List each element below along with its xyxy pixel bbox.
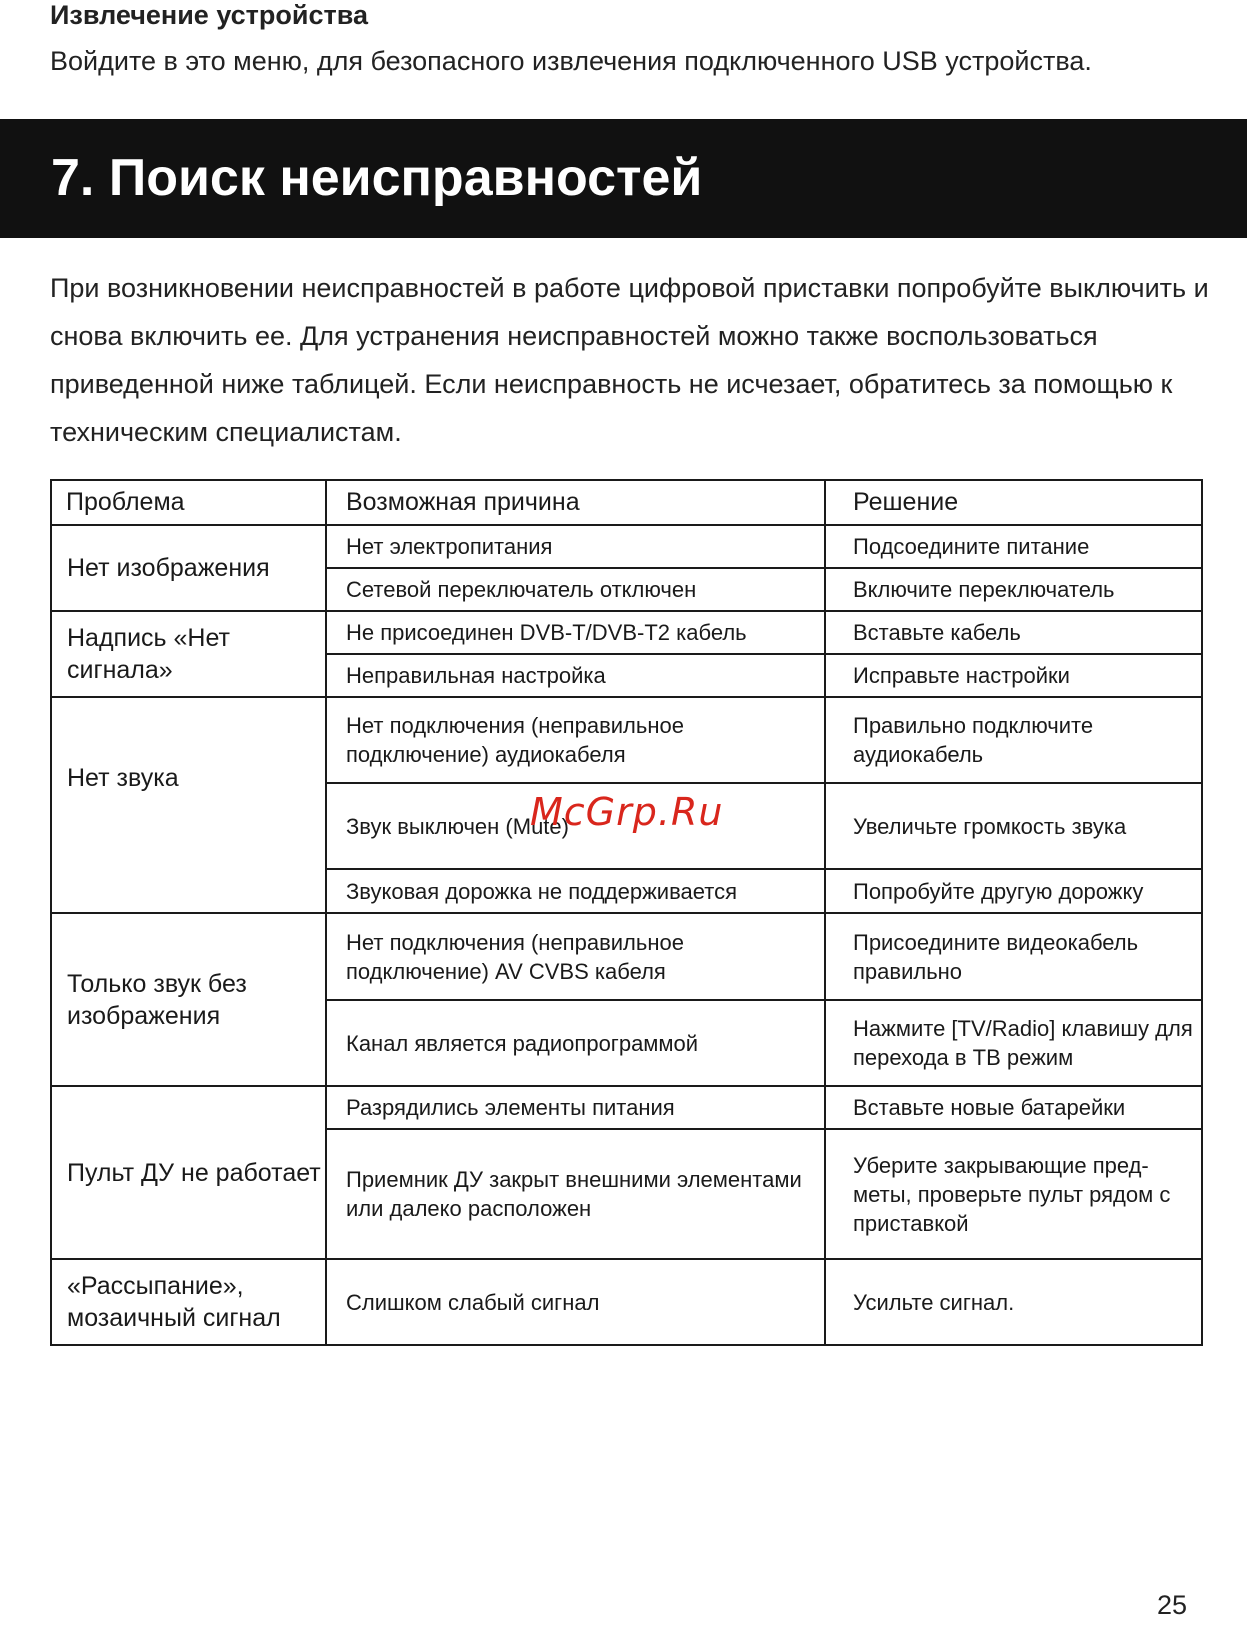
cause-cell: Сетевой переключатель отключен <box>326 568 825 611</box>
solution-cell: Присоедините видеокабель правильно <box>825 913 1202 1000</box>
solution-cell: Вставьте новые батарейки <box>825 1086 1202 1129</box>
cause-cell: Нет электропитания <box>326 525 825 568</box>
cause-cell: Нет подключения (неправильное подключение) AV CVBS кабеля <box>326 913 825 1000</box>
cause-cell: Неправильная настройка <box>326 654 825 697</box>
cause-cell: Звуковая дорожка не поддерживается <box>326 869 825 913</box>
problem-cell: Пульт ДУ не работает <box>51 1086 326 1259</box>
page-number: 25 <box>1157 1590 1188 1620</box>
table-row <box>51 913 1202 1000</box>
section-title-device-eject: Извлечение устройства <box>50 0 368 30</box>
solution-cell: Усильте сигнал. <box>825 1259 1202 1345</box>
cause-cell: Нет подключения (неправильное подключение) аудиокабеля <box>326 697 825 783</box>
problem-cell: Надпись «Нет сигнала» <box>51 611 326 697</box>
table-row <box>51 1086 1202 1129</box>
header-cause: Возможная причина <box>326 480 825 525</box>
chapter-title: 7. Поиск неисправностей <box>51 149 703 207</box>
table-row <box>51 1259 1202 1345</box>
problem-cell: «Рассыпание», мозаичный сигнал <box>51 1259 326 1345</box>
solution-cell: Правильно подключите аудиокабель <box>825 697 1202 783</box>
cause-cell: Звук выключен (Mute) <box>326 783 825 869</box>
solution-cell: Попробуйте другую дорожку <box>825 869 1202 913</box>
cause-cell: Канал является радиопрограммой <box>326 1000 825 1086</box>
solution-cell: Включите переключатель <box>825 568 1202 611</box>
solution-cell: Нажмите [TV/Radio] клавишу для перехода в ТВ режим <box>825 1000 1202 1086</box>
troubleshooting-table <box>50 479 1203 1346</box>
problem-cell: Только звук без изображения <box>51 913 326 1086</box>
table-header-row <box>51 480 1202 525</box>
section-text-device-eject: Войдите в это меню, для безопасного извлечения подключенного USB устройства. <box>50 46 1092 76</box>
solution-cell: Подсоедините питание <box>825 525 1202 568</box>
table-row <box>51 697 1202 783</box>
solution-cell: Увеличьте громкость звука <box>825 783 1202 869</box>
cause-cell: Разрядились элементы питания <box>326 1086 825 1129</box>
table-row <box>51 611 1202 654</box>
solution-cell: Вставьте кабель <box>825 611 1202 654</box>
intro-paragraph: При возникновении неисправностей в работе цифровой приставки попробуйте выключить и снова включить ее. Для устранения неисправностей можно также воспользоваться приведенной ниже таблицей. Если неисправность не исчезает, обратитесь за помощью к техническим специалистам. <box>50 273 1209 447</box>
chapter-banner <box>0 119 1247 238</box>
header-problem: Проблема <box>51 480 326 525</box>
cause-cell: Слишком слабый сигнал <box>326 1259 825 1345</box>
cause-cell: Не присоединен DVB-T/DVB-T2 кабель <box>326 611 825 654</box>
header-solution: Решение <box>825 480 1202 525</box>
solution-cell: Исправьте настройки <box>825 654 1202 697</box>
problem-cell: Нет звука <box>51 697 326 913</box>
solution-cell: Уберите закрывающие пред-меты, проверьте пульт рядом с приставкой <box>825 1129 1202 1259</box>
problem-cell: Нет изображения <box>51 525 326 611</box>
watermark-text: McGrp.Ru <box>530 790 724 834</box>
table-row <box>51 525 1202 568</box>
cause-cell: Приемник ДУ закрыт внешними элементами или далеко расположен <box>326 1129 825 1259</box>
